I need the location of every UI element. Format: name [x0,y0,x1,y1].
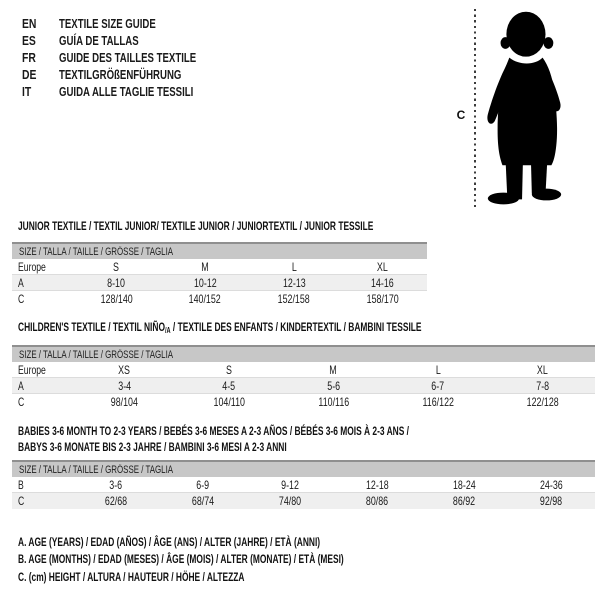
row-label: B [18,477,24,492]
size-header-label: SIZE / TALLA / TAILLE / GRÖSSE / TAGLIA [19,463,174,476]
table-cell: L [291,259,297,274]
table-cell: S [225,362,232,377]
table-cell: 9-12 [281,477,299,492]
table-cell: 74/80 [278,494,302,508]
lang-row-en [22,15,244,32]
table-cell: 18-24 [452,477,476,492]
table-cell: 86/92 [453,494,476,508]
table-cell: 158/170 [366,292,399,306]
legend-line-a: A. AGE (YEARS) / EDAD (AÑOS) / ÂGE (ANS) / ALTER (JAHRE) / ETÀ (ANNI) [18,534,321,549]
table-cell: S [113,259,120,274]
size-header-bar [12,460,595,477]
table-cell: 12-13 [282,275,306,290]
table-cell: 5-6 [327,378,340,393]
size-header-bar [12,242,427,259]
table-row-age [12,275,427,291]
legend-line-c: C. (cm) HEIGHT / ALTURA / HAUTEUR / HÖHE / ALTEZZA [18,569,245,584]
height-measure-label: C [456,108,466,122]
table-row-height [12,394,595,410]
junior-table-title: JUNIOR TEXTILE / TEXTIL JUNIOR/ TEXTILE JUNIOR / JUNIORTEXTIL / JUNIOR TESSILE [18,219,374,233]
measurement-legend [18,533,483,586]
table-cell: 3-6 [109,477,122,492]
lang-row-de [22,66,244,83]
table-row-months [12,477,595,493]
table-cell: 152/158 [277,292,310,306]
lang-title: GUIDE DES TAILLES TEXTILE [59,50,197,65]
table-cell: 68/74 [191,494,214,508]
table-cell: 98/104 [110,395,138,409]
size-header-label: SIZE / TALLA / TAILLE / GRÖSSE / TAGLIA [19,348,174,361]
table-cell: 7-8 [536,378,550,393]
lang-title: TEXTILE SIZE GUIDE [59,16,156,31]
table-cell: 122/128 [526,395,559,409]
lang-title: GUÍA DE TALLAS [59,33,139,48]
children-size-table [12,345,595,410]
row-label: A [18,275,24,290]
lang-row-it [22,83,244,100]
legend-line-b: B. AGE (MONTHS) / EDAD (MESES) / ÂGE (MOIS) / ALTER (MONATE) / ETÀ (MESI) [18,552,344,567]
children-table-title: CHILDREN'S TEXTILE / TEXTIL NIÑO/A / TEXTILE DES ENFANTS / KINDERTEXTIL / BAMBINI TESSILE [18,320,422,335]
row-label: C [18,494,25,508]
table-cell: M [201,259,209,274]
table-cell: XL [537,362,549,377]
table-cell: 8-10 [107,275,126,290]
language-title-list [22,15,244,100]
babies-size-table [12,460,595,509]
table-cell: 140/152 [189,292,222,306]
table-cell: 92/98 [540,494,563,508]
table-cell: L [435,362,441,377]
row-label: C [18,395,25,409]
row-label: Europe [18,259,46,274]
lang-title: TEXTILGRÖßENFÜHRUNG [59,67,182,82]
lang-code: DE [22,67,37,82]
table-cell: 116/122 [422,395,454,409]
row-label: C [18,292,25,306]
table-cell: M [329,362,338,377]
table-row-age [12,378,595,394]
lang-code: IT [22,84,32,99]
table-cell: 62/68 [104,494,127,508]
table-row-height [12,291,427,307]
table-row-height [12,493,595,509]
table-cell: 110/116 [318,395,349,409]
subscript: /A [164,326,171,335]
size-header-label: SIZE / TALLA / TAILLE / GRÖSSE / TAGLIA [19,245,174,258]
row-label: Europe [18,362,46,377]
height-measure-line [474,9,476,210]
lang-code: FR [22,50,36,65]
table-cell: XL [377,259,389,274]
row-label: A [18,378,24,393]
junior-size-table [12,242,427,307]
lang-title: GUIDA ALLE TAGLIE TESSILI [59,84,194,99]
table-cell: 128/140 [100,292,133,306]
table-cell: 6-7 [431,378,445,393]
table-cell: 80/86 [365,494,389,508]
table-cell: 6-9 [196,477,210,492]
table-cell: XS [118,362,131,377]
lang-row-fr [22,49,244,66]
lang-code: ES [22,33,36,48]
size-header-bar [12,345,595,362]
babies-table-title: BABIES 3-6 MONTH TO 2-3 YEARS / BEBÉS 3-6 MESES A 2-3 AÑOS / BÉBÉS 3-6 MOIS À 2-3 ANS / BABYS 3-6 MONATE BIS 2-3 JAHRE / BAMBINI 3-6 MESI A 2-3 ANNI [18,424,410,454]
lang-code: EN [22,16,37,31]
table-cell: 3-4 [117,378,131,393]
table-cell: 12-18 [365,477,389,492]
baby-silhouette-icon [480,9,568,213]
table-cell: 104/110 [213,395,245,409]
table-cell: 4-5 [222,378,236,393]
table-cell: 10-12 [193,275,217,290]
table-cell: 24-36 [540,477,563,492]
table-cell: 14-16 [371,275,394,290]
lang-row-es [22,32,244,49]
